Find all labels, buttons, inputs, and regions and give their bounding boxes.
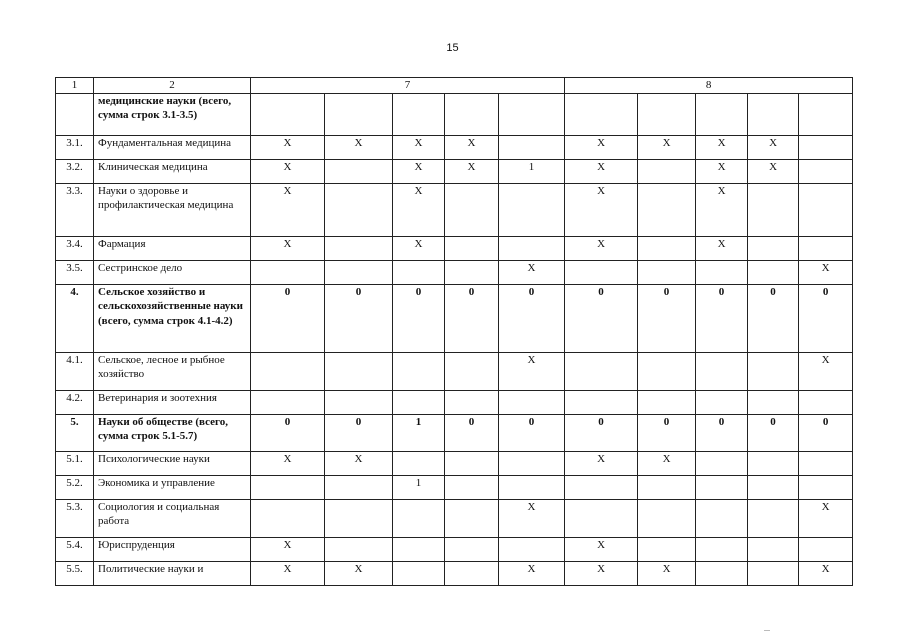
value-cell: X: [565, 451, 638, 475]
value-cell: [445, 183, 499, 236]
row-number: 3.4.: [56, 236, 94, 260]
row-number: 5.1.: [56, 451, 94, 475]
value-cell: [696, 537, 748, 561]
value-cell: X: [799, 260, 853, 284]
value-cell: [251, 499, 325, 537]
value-cell: X: [251, 135, 325, 159]
value-cell: [393, 93, 445, 135]
value-cell: 0: [445, 284, 499, 352]
value-cell: [799, 451, 853, 475]
value-cell: [251, 260, 325, 284]
table-row: [56, 537, 853, 561]
value-cell: [696, 499, 748, 537]
value-cell: [696, 561, 748, 585]
table-row: [56, 475, 853, 499]
value-cell: 0: [445, 414, 499, 451]
value-cell: X: [325, 135, 393, 159]
value-cell: X: [393, 236, 445, 260]
row-number: 4.1.: [56, 352, 94, 390]
row-name: Сестринское дело: [94, 260, 251, 284]
value-cell: X: [565, 537, 638, 561]
table-header-row: [56, 78, 853, 94]
header-col-8: 8: [565, 78, 853, 94]
value-cell: [748, 537, 799, 561]
row-name: Науки об обществе (всего, сумма строк 5.1-5.7): [94, 414, 251, 451]
value-cell: [445, 390, 499, 414]
row-name: Ветеринария и зоотехния: [94, 390, 251, 414]
value-cell: [748, 475, 799, 499]
table-row: [56, 284, 853, 352]
value-cell: [696, 93, 748, 135]
value-cell: [638, 390, 696, 414]
row-name: Фармация: [94, 236, 251, 260]
value-cell: 0: [565, 414, 638, 451]
row-name: Экономика и управление: [94, 475, 251, 499]
row-name: Психологические науки: [94, 451, 251, 475]
value-cell: X: [499, 561, 565, 585]
row-number: 3.2.: [56, 159, 94, 183]
value-cell: 0: [696, 284, 748, 352]
value-cell: 0: [499, 284, 565, 352]
value-cell: [325, 159, 393, 183]
value-cell: [696, 390, 748, 414]
value-cell: [499, 390, 565, 414]
value-cell: 0: [799, 284, 853, 352]
value-cell: 0: [393, 284, 445, 352]
value-cell: [638, 352, 696, 390]
header-col-7: 7: [251, 78, 565, 94]
value-cell: X: [251, 159, 325, 183]
value-cell: X: [565, 183, 638, 236]
value-cell: [445, 93, 499, 135]
value-cell: X: [393, 135, 445, 159]
value-cell: X: [499, 499, 565, 537]
row-number: 4.: [56, 284, 94, 352]
value-cell: [499, 475, 565, 499]
value-cell: X: [325, 561, 393, 585]
value-cell: [638, 499, 696, 537]
value-cell: [325, 352, 393, 390]
row-number: 3.5.: [56, 260, 94, 284]
value-cell: [445, 260, 499, 284]
value-cell: [696, 475, 748, 499]
value-cell: [325, 537, 393, 561]
value-cell: [499, 537, 565, 561]
value-cell: [445, 475, 499, 499]
value-cell: [325, 260, 393, 284]
value-cell: 0: [799, 414, 853, 451]
value-cell: [799, 135, 853, 159]
value-cell: [799, 93, 853, 135]
value-cell: [499, 183, 565, 236]
value-cell: [638, 183, 696, 236]
value-cell: [499, 451, 565, 475]
value-cell: [393, 352, 445, 390]
value-cell: X: [696, 183, 748, 236]
value-cell: X: [638, 135, 696, 159]
value-cell: [696, 352, 748, 390]
value-cell: X: [445, 159, 499, 183]
value-cell: X: [696, 236, 748, 260]
table-row: [56, 390, 853, 414]
value-cell: 0: [638, 414, 696, 451]
value-cell: [638, 260, 696, 284]
value-cell: [325, 475, 393, 499]
value-cell: X: [565, 135, 638, 159]
value-cell: [445, 499, 499, 537]
value-cell: [638, 159, 696, 183]
value-cell: X: [748, 135, 799, 159]
row-name: Науки о здоровье и профилактическая медицина: [94, 183, 251, 236]
value-cell: X: [748, 159, 799, 183]
value-cell: [445, 236, 499, 260]
value-cell: X: [393, 183, 445, 236]
value-cell: [565, 499, 638, 537]
table-row: [56, 159, 853, 183]
statistics-table: [55, 77, 853, 586]
value-cell: [748, 236, 799, 260]
row-number: 5.: [56, 414, 94, 451]
value-cell: [638, 475, 696, 499]
table-row: [56, 414, 853, 451]
value-cell: [445, 537, 499, 561]
row-name: Фундаментальная медицина: [94, 135, 251, 159]
value-cell: [748, 499, 799, 537]
value-cell: [445, 561, 499, 585]
row-name: Сельское хозяйство и сельскохозяйственные науки (всего, сумма строк 4.1-4.2): [94, 284, 251, 352]
value-cell: [565, 390, 638, 414]
value-cell: [325, 93, 393, 135]
value-cell: [393, 499, 445, 537]
value-cell: X: [565, 561, 638, 585]
row-name: Клиническая медицина: [94, 159, 251, 183]
value-cell: [393, 561, 445, 585]
value-cell: X: [251, 537, 325, 561]
value-cell: [638, 93, 696, 135]
value-cell: [696, 260, 748, 284]
value-cell: X: [565, 236, 638, 260]
value-cell: X: [799, 561, 853, 585]
value-cell: [565, 475, 638, 499]
value-cell: [748, 260, 799, 284]
value-cell: 0: [696, 414, 748, 451]
value-cell: [251, 352, 325, 390]
value-cell: [799, 236, 853, 260]
page-number: 15: [446, 42, 459, 54]
value-cell: X: [638, 451, 696, 475]
value-cell: [748, 451, 799, 475]
value-cell: [748, 390, 799, 414]
value-cell: 0: [499, 414, 565, 451]
value-cell: [638, 537, 696, 561]
value-cell: [325, 236, 393, 260]
table-row: [56, 135, 853, 159]
value-cell: X: [393, 159, 445, 183]
value-cell: [638, 236, 696, 260]
value-cell: [393, 451, 445, 475]
value-cell: X: [251, 451, 325, 475]
table-row: [56, 183, 853, 236]
value-cell: [445, 451, 499, 475]
value-cell: X: [638, 561, 696, 585]
value-cell: [393, 260, 445, 284]
value-cell: [393, 537, 445, 561]
row-number: 5.3.: [56, 499, 94, 537]
value-cell: [748, 352, 799, 390]
value-cell: [696, 451, 748, 475]
value-cell: X: [799, 352, 853, 390]
value-cell: 1: [393, 414, 445, 451]
value-cell: [499, 236, 565, 260]
value-cell: [748, 93, 799, 135]
value-cell: [799, 537, 853, 561]
table-row: [56, 352, 853, 390]
header-col-2: 2: [94, 78, 251, 94]
value-cell: X: [499, 352, 565, 390]
value-cell: 0: [748, 414, 799, 451]
scan-artifact: [764, 630, 770, 631]
value-cell: 1: [499, 159, 565, 183]
value-cell: [251, 93, 325, 135]
header-col-1: 1: [56, 78, 94, 94]
value-cell: [565, 352, 638, 390]
value-cell: [251, 475, 325, 499]
value-cell: 0: [638, 284, 696, 352]
row-number: 5.4.: [56, 537, 94, 561]
table-row: [56, 236, 853, 260]
value-cell: [251, 390, 325, 414]
value-cell: [799, 159, 853, 183]
row-number: 5.5.: [56, 561, 94, 585]
value-cell: X: [696, 135, 748, 159]
value-cell: [325, 183, 393, 236]
value-cell: [565, 260, 638, 284]
row-number: 5.2.: [56, 475, 94, 499]
value-cell: [748, 561, 799, 585]
table-body: [56, 93, 853, 585]
row-number: 3.1.: [56, 135, 94, 159]
value-cell: X: [445, 135, 499, 159]
value-cell: X: [696, 159, 748, 183]
row-number: [56, 93, 94, 135]
row-number: 3.3.: [56, 183, 94, 236]
value-cell: 0: [251, 284, 325, 352]
value-cell: 0: [251, 414, 325, 451]
value-cell: [393, 390, 445, 414]
value-cell: X: [565, 159, 638, 183]
table-row: [56, 499, 853, 537]
value-cell: 0: [325, 414, 393, 451]
row-name: Сельское, лесное и рыбное хозяйство: [94, 352, 251, 390]
value-cell: [325, 499, 393, 537]
value-cell: X: [251, 183, 325, 236]
table-row: [56, 93, 853, 135]
value-cell: 0: [325, 284, 393, 352]
table-row: [56, 451, 853, 475]
value-cell: [499, 135, 565, 159]
value-cell: [325, 390, 393, 414]
row-name: Политические науки и: [94, 561, 251, 585]
value-cell: X: [251, 236, 325, 260]
value-cell: 0: [748, 284, 799, 352]
row-name: Юриспруденция: [94, 537, 251, 561]
value-cell: [799, 475, 853, 499]
value-cell: X: [499, 260, 565, 284]
table-row: [56, 561, 853, 585]
value-cell: [748, 183, 799, 236]
value-cell: X: [799, 499, 853, 537]
table-row: [56, 260, 853, 284]
row-name: медицинские науки (всего, сумма строк 3.1-3.5): [94, 93, 251, 135]
value-cell: X: [251, 561, 325, 585]
row-name: Социология и социальная работа: [94, 499, 251, 537]
value-cell: [799, 183, 853, 236]
value-cell: 1: [393, 475, 445, 499]
value-cell: [565, 93, 638, 135]
value-cell: 0: [565, 284, 638, 352]
value-cell: [799, 390, 853, 414]
value-cell: [445, 352, 499, 390]
row-number: 4.2.: [56, 390, 94, 414]
value-cell: [499, 93, 565, 135]
value-cell: X: [325, 451, 393, 475]
